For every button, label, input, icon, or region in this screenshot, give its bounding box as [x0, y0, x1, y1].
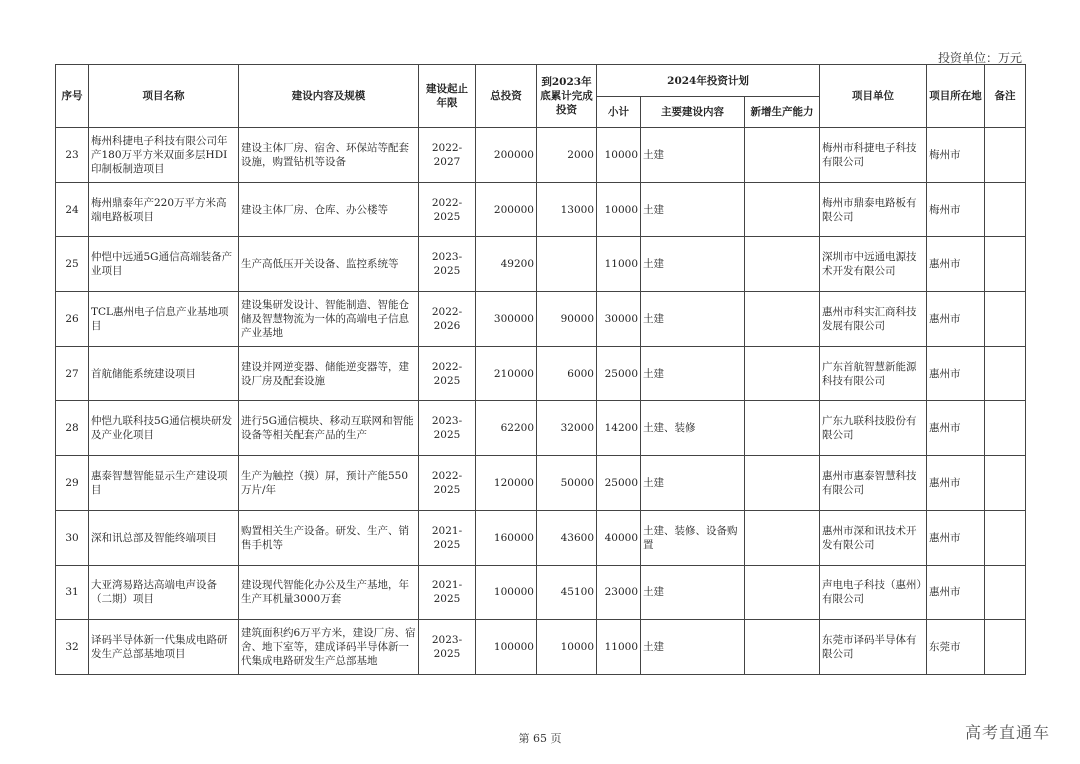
cell-main-content: 土建 [641, 620, 745, 675]
cell-content: 生产为触控（摸）屏，预计产能550万片/年 [239, 456, 419, 511]
cell-location: 惠州市 [927, 456, 985, 511]
cell-completed: 45100 [537, 565, 597, 620]
cell-total: 200000 [476, 182, 537, 237]
cell-seq: 31 [56, 565, 89, 620]
cell-period: 2021-2025 [419, 510, 476, 565]
cell-total: 210000 [476, 346, 537, 401]
cell-seq: 24 [56, 182, 89, 237]
cell-name: 大亚湾易路达高端电声设备（二期）项目 [89, 565, 239, 620]
cell-period: 2022-2025 [419, 182, 476, 237]
header-main-content: 主要建设内容 [641, 97, 745, 128]
cell-location: 东莞市 [927, 620, 985, 675]
cell-completed: 6000 [537, 346, 597, 401]
cell-remark [985, 182, 1026, 237]
header-subtotal: 小计 [597, 97, 641, 128]
header-completed: 到2023年底累计完成投资 [537, 65, 597, 128]
cell-total: 160000 [476, 510, 537, 565]
cell-location: 惠州市 [927, 346, 985, 401]
header-content: 建设内容及规模 [239, 65, 419, 128]
cell-remark [985, 510, 1026, 565]
cell-period: 2023-2025 [419, 620, 476, 675]
table-row [56, 346, 1026, 401]
cell-completed: 43600 [537, 510, 597, 565]
cell-subtotal: 11000 [597, 620, 641, 675]
cell-remark [985, 237, 1026, 292]
cell-new-capacity [745, 292, 820, 347]
cell-content: 进行5G通信模块、移动互联网和智能设备等相关配套产品的生产 [239, 401, 419, 456]
cell-completed: 10000 [537, 620, 597, 675]
header-location: 项目所在地 [927, 65, 985, 128]
header-seq: 序号 [56, 65, 89, 128]
cell-new-capacity [745, 510, 820, 565]
header-plan-2024: 2024年投资计划 [597, 65, 820, 97]
cell-total: 120000 [476, 456, 537, 511]
cell-subtotal: 40000 [597, 510, 641, 565]
cell-content: 建设并网逆变器、储能逆变器等，建设厂房及配套设施 [239, 346, 419, 401]
cell-new-capacity [745, 456, 820, 511]
cell-period: 2023-2025 [419, 237, 476, 292]
cell-unit: 惠州市惠泰智慧科技有限公司 [820, 456, 927, 511]
table-row [56, 292, 1026, 347]
cell-new-capacity [745, 346, 820, 401]
cell-content: 生产高低压开关设备、监控系统等 [239, 237, 419, 292]
cell-location: 惠州市 [927, 292, 985, 347]
cell-total: 200000 [476, 128, 537, 183]
cell-location: 惠州市 [927, 565, 985, 620]
cell-unit: 梅州市科捷电子科技有限公司 [820, 128, 927, 183]
cell-name: 仲恺中远通5G通信高端装备产业项目 [89, 237, 239, 292]
cell-location: 梅州市 [927, 128, 985, 183]
header-new-capacity: 新增生产能力 [745, 97, 820, 128]
cell-seq: 28 [56, 401, 89, 456]
table-row [56, 456, 1026, 511]
header-unit: 项目单位 [820, 65, 927, 128]
cell-subtotal: 11000 [597, 237, 641, 292]
cell-unit: 惠州市深和讯技术开发有限公司 [820, 510, 927, 565]
cell-location: 惠州市 [927, 510, 985, 565]
cell-name: TCL惠州电子信息产业基地项目 [89, 292, 239, 347]
cell-main-content: 土建 [641, 182, 745, 237]
cell-name: 惠泰智慧智能显示生产建设项目 [89, 456, 239, 511]
cell-remark [985, 128, 1026, 183]
cell-total: 49200 [476, 237, 537, 292]
cell-unit: 梅州市鼎泰电路板有限公司 [820, 182, 927, 237]
cell-seq: 23 [56, 128, 89, 183]
cell-content: 建设现代智能化办公及生产基地，年生产耳机量3000万套 [239, 565, 419, 620]
cell-total: 100000 [476, 565, 537, 620]
cell-content: 建设主体厂房、仓库、办公楼等 [239, 182, 419, 237]
cell-name: 首航储能系统建设项目 [89, 346, 239, 401]
cell-unit: 广东首航智慧新能源科技有限公司 [820, 346, 927, 401]
cell-seq: 27 [56, 346, 89, 401]
cell-main-content: 土建 [641, 128, 745, 183]
cell-main-content: 土建 [641, 292, 745, 347]
cell-seq: 29 [56, 456, 89, 511]
cell-unit: 广东九联科技股份有限公司 [820, 401, 927, 456]
header-period: 建设起止年限 [419, 65, 476, 128]
cell-seq: 25 [56, 237, 89, 292]
table-row [56, 128, 1026, 183]
cell-new-capacity [745, 620, 820, 675]
cell-remark [985, 456, 1026, 511]
cell-period: 2022-2025 [419, 346, 476, 401]
cell-subtotal: 10000 [597, 128, 641, 183]
cell-completed: 13000 [537, 182, 597, 237]
header-remark: 备注 [985, 65, 1026, 128]
cell-subtotal: 23000 [597, 565, 641, 620]
table-row [56, 620, 1026, 675]
cell-total: 100000 [476, 620, 537, 675]
cell-main-content: 土建、装修、设备购置 [641, 510, 745, 565]
header-name: 项目名称 [89, 65, 239, 128]
cell-remark [985, 565, 1026, 620]
cell-subtotal: 30000 [597, 292, 641, 347]
cell-new-capacity [745, 565, 820, 620]
cell-main-content: 土建 [641, 456, 745, 511]
cell-name: 梅州科捷电子科技有限公司年产180万平方米双面多层HDI印制板制造项目 [89, 128, 239, 183]
cell-seq: 32 [56, 620, 89, 675]
cell-completed: 32000 [537, 401, 597, 456]
table-row [56, 237, 1026, 292]
cell-remark [985, 346, 1026, 401]
cell-unit: 东莞市译码半导体有限公司 [820, 620, 927, 675]
cell-name: 仲恺九联科技5G通信模块研发及产业化项目 [89, 401, 239, 456]
cell-subtotal: 10000 [597, 182, 641, 237]
cell-period: 2023-2025 [419, 401, 476, 456]
cell-subtotal: 25000 [597, 346, 641, 401]
page-number: 第 65 页 [518, 732, 562, 745]
cell-period: 2022-2025 [419, 456, 476, 511]
cell-name: 译码半导体新一代集成电路研发生产总部基地项目 [89, 620, 239, 675]
cell-remark [985, 292, 1026, 347]
cell-content: 建筑面积约6万平方米，建设厂房、宿舍、地下室等，建成译码半导体新一代集成电路研发生产总部基地 [239, 620, 419, 675]
cell-content: 建设主体厂房、宿舍、环保站等配套设施，购置钻机等设备 [239, 128, 419, 183]
cell-main-content: 土建 [641, 565, 745, 620]
cell-subtotal: 25000 [597, 456, 641, 511]
cell-seq: 26 [56, 292, 89, 347]
cell-completed: 50000 [537, 456, 597, 511]
watermark: 高考直通车 [965, 723, 1051, 742]
cell-location: 惠州市 [927, 401, 985, 456]
cell-completed: 90000 [537, 292, 597, 347]
cell-location: 梅州市 [927, 182, 985, 237]
cell-name: 深和讯总部及智能终端项目 [89, 510, 239, 565]
cell-new-capacity [745, 182, 820, 237]
cell-name: 梅州鼎泰年产220万平方米高端电路板项目 [89, 182, 239, 237]
cell-new-capacity [745, 237, 820, 292]
investment-table [55, 64, 1026, 675]
cell-total: 300000 [476, 292, 537, 347]
cell-total: 62200 [476, 401, 537, 456]
cell-new-capacity [745, 128, 820, 183]
table-row [56, 565, 1026, 620]
cell-unit: 声电电子科技（惠州）有限公司 [820, 565, 927, 620]
cell-unit: 深圳市中远通电源技术开发有限公司 [820, 237, 927, 292]
cell-completed [537, 237, 597, 292]
header-total: 总投资 [476, 65, 537, 128]
cell-subtotal: 14200 [597, 401, 641, 456]
table-row [56, 510, 1026, 565]
cell-period: 2022-2026 [419, 292, 476, 347]
cell-main-content: 土建 [641, 237, 745, 292]
cell-location: 惠州市 [927, 237, 985, 292]
cell-period: 2022-2027 [419, 128, 476, 183]
cell-remark [985, 401, 1026, 456]
cell-remark [985, 620, 1026, 675]
cell-period: 2021-2025 [419, 565, 476, 620]
table-row [56, 182, 1026, 237]
cell-main-content: 土建 [641, 346, 745, 401]
cell-main-content: 土建、装修 [641, 401, 745, 456]
cell-content: 购置相关生产设备。研发、生产、销售手机等 [239, 510, 419, 565]
cell-unit: 惠州市科实汇商科技发展有限公司 [820, 292, 927, 347]
unit-label: 投资单位：万元 [937, 51, 1022, 65]
cell-seq: 30 [56, 510, 89, 565]
cell-new-capacity [745, 401, 820, 456]
table-row [56, 401, 1026, 456]
cell-content: 建设集研发设计、智能制造、智能仓储及智慧物流为一体的高端电子信息产业基地 [239, 292, 419, 347]
cell-completed: 2000 [537, 128, 597, 183]
